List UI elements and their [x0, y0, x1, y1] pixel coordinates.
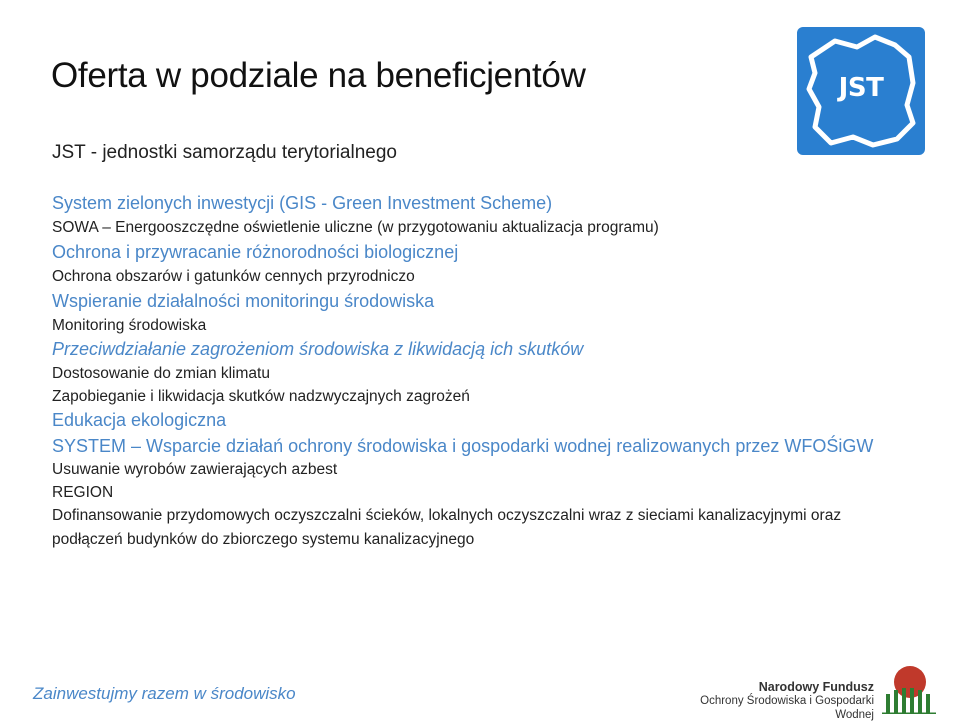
subtitle: JST - jednostki samorządu terytorialnego	[52, 142, 397, 163]
list-item: podłączeń budynków do zbiorczego systemu kanalizacyjnego	[52, 531, 475, 548]
fund-name-line2: Ochrony Środowiska i Gospodarki Wodnej	[700, 695, 874, 721]
list-item: Ochrona i przywracanie różnorodności biologicznej	[52, 242, 459, 262]
list-item: Dostosowanie do zmian klimatu	[52, 365, 270, 382]
list-item: SYSTEM – Wsparcie działań ochrony środowiska i gospodarki wodnej realizowanych przez WFOŚiGW	[52, 436, 874, 456]
list-item: Wspieranie działalności monitoringu środowiska	[52, 291, 435, 311]
list-item: Monitoring środowiska	[52, 317, 207, 334]
list-item: Zapobieganie i likwidacja skutków nadzwyczajnych zagrożeń	[52, 388, 470, 405]
fund-name-line1: Narodowy Fundusz	[758, 680, 874, 694]
page-title: Oferta w podziale na beneficjentów	[51, 56, 586, 95]
list-item: Dofinansowanie przydomowych oczyszczalni ścieków, lokalnych oczyszczalni wraz z sieciami kanalizacyjnymi oraz	[52, 507, 842, 524]
logo-text: JST	[838, 73, 884, 103]
list-item: SOWA – Energooszczędne oświetlenie uliczne (w przygotowaniu aktualizacja programu)	[52, 219, 659, 236]
list-item: Ochrona obszarów i gatunków cennych przyrodniczo	[52, 268, 415, 285]
list-item: Edukacja ekologiczna	[52, 410, 227, 430]
nfosigw-logo-icon	[874, 660, 942, 714]
jst-logo	[797, 27, 925, 155]
list-item: Usuwanie wyrobów zawierających azbest	[52, 461, 338, 478]
list-item: Przeciwdziałanie zagrożeniom środowiska z likwidacją ich skutków	[52, 339, 584, 359]
list-item: REGION	[52, 484, 114, 501]
list-item: System zielonych inwestycji (GIS - Green Investment Scheme)	[52, 193, 553, 213]
fund-name	[694, 680, 874, 722]
footer-tagline: Zainwestujmy razem w środowisko	[33, 684, 296, 703]
